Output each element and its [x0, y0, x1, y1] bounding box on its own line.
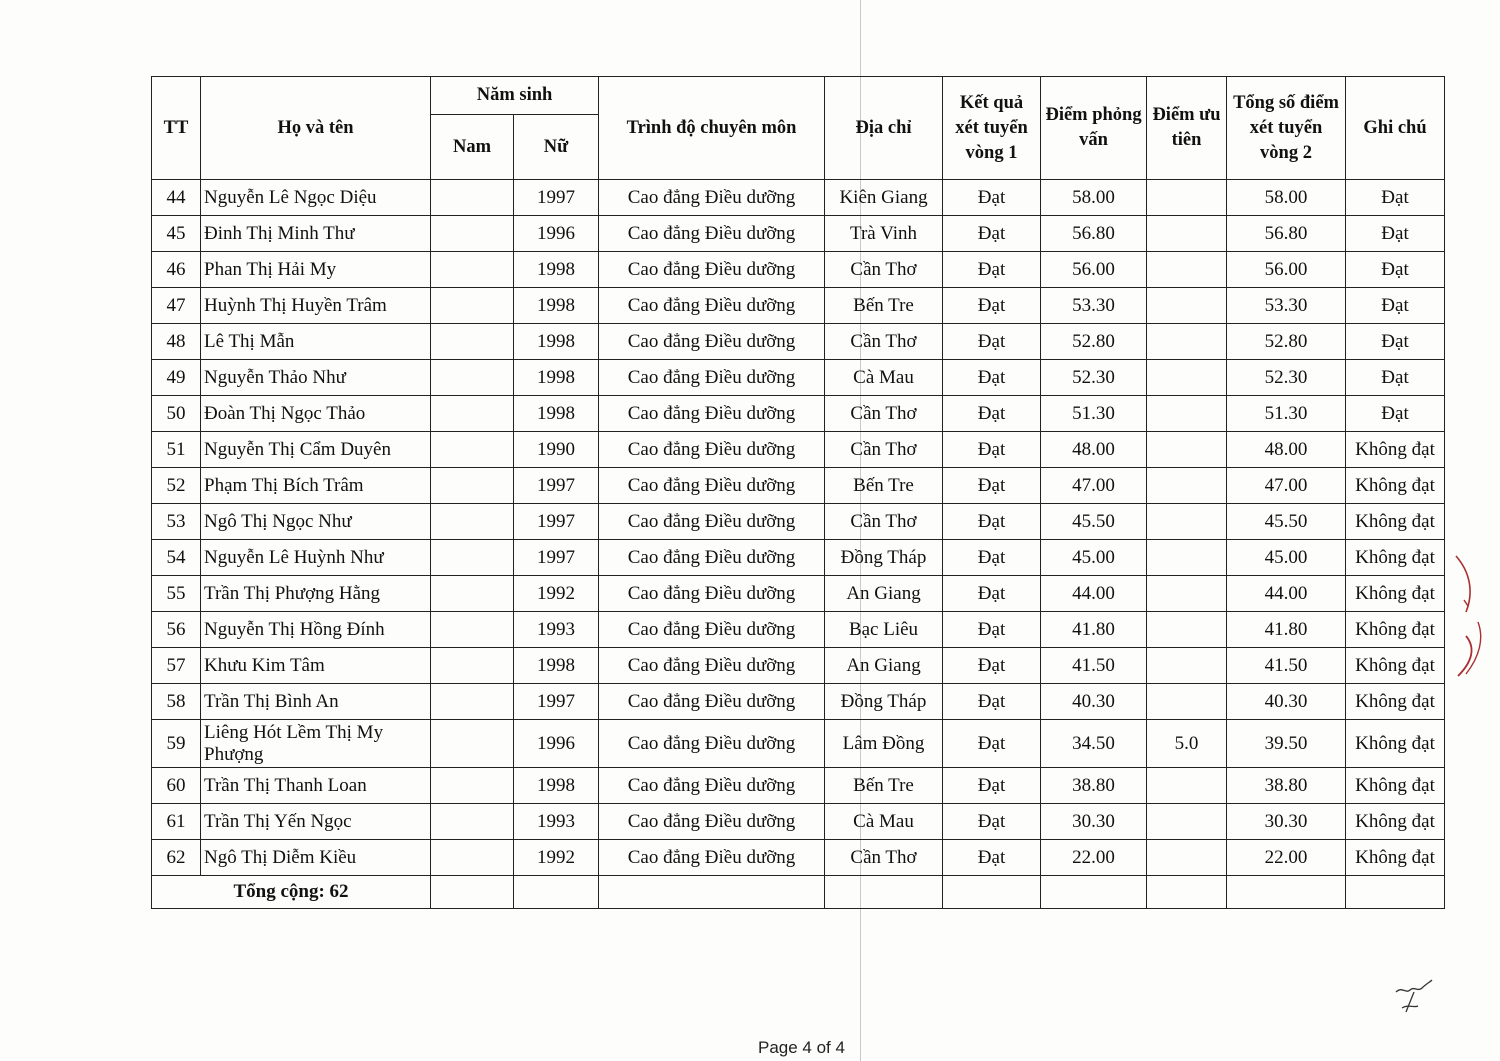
table-row	[152, 540, 1445, 576]
cell-tt: 57	[152, 648, 201, 684]
cell-priority-score	[1147, 252, 1227, 288]
cell-interview-score: 52.80	[1041, 324, 1147, 360]
cell-tt: 44	[152, 180, 201, 216]
total-cell	[1147, 876, 1227, 909]
cell-birth-female: 1997	[514, 540, 599, 576]
cell-tt: 49	[152, 360, 201, 396]
col-qualification-header: Trình độ chuyên môn	[599, 77, 825, 180]
cell-address: Cần Thơ	[825, 504, 943, 540]
cell-total-score: 47.00	[1227, 468, 1346, 504]
cell-tt: 45	[152, 216, 201, 252]
cell-tt: 48	[152, 324, 201, 360]
cell-address: An Giang	[825, 576, 943, 612]
cell-round1-result: Đạt	[943, 540, 1041, 576]
cell-round1-result: Đạt	[943, 684, 1041, 720]
cell-name: Nguyễn Thảo Như	[201, 360, 431, 396]
cell-interview-score: 56.00	[1041, 252, 1147, 288]
cell-birth-male	[431, 768, 514, 804]
cell-note: Không đạt	[1346, 540, 1445, 576]
col-female-header: Nữ	[514, 115, 599, 180]
cell-round1-result: Đạt	[943, 288, 1041, 324]
cell-tt: 47	[152, 288, 201, 324]
cell-round1-result: Đạt	[943, 504, 1041, 540]
cell-name: Phạm Thị Bích Trâm	[201, 468, 431, 504]
cell-round1-result: Đạt	[943, 768, 1041, 804]
cell-address: Cần Thơ	[825, 252, 943, 288]
total-cell	[825, 876, 943, 909]
table-row	[152, 216, 1445, 252]
cell-total-score: 53.30	[1227, 288, 1346, 324]
cell-tt: 50	[152, 396, 201, 432]
cell-qualification: Cao đẳng Điều dưỡng	[599, 396, 825, 432]
cell-total-score: 38.80	[1227, 768, 1346, 804]
cell-qualification: Cao đẳng Điều dưỡng	[599, 648, 825, 684]
cell-round1-result: Đạt	[943, 396, 1041, 432]
cell-name: Ngô Thị Diễm Kiều	[201, 840, 431, 876]
col-interview-header: Điểm phỏng vấn	[1041, 77, 1147, 180]
cell-note: Đạt	[1346, 360, 1445, 396]
cell-name: Khưu Kim Tâm	[201, 648, 431, 684]
cell-total-score: 52.30	[1227, 360, 1346, 396]
cell-qualification: Cao đẳng Điều dưỡng	[599, 324, 825, 360]
cell-name: Lê Thị Mẫn	[201, 324, 431, 360]
cell-address: Đồng Tháp	[825, 684, 943, 720]
cell-qualification: Cao đẳng Điều dưỡng	[599, 252, 825, 288]
cell-birth-male	[431, 540, 514, 576]
col-note-header: Ghi chú	[1346, 77, 1445, 180]
cell-address: An Giang	[825, 648, 943, 684]
cell-birth-male	[431, 504, 514, 540]
cell-tt: 56	[152, 612, 201, 648]
cell-birth-male	[431, 432, 514, 468]
cell-interview-score: 22.00	[1041, 840, 1147, 876]
cell-address: Cần Thơ	[825, 396, 943, 432]
cell-total-score: 52.80	[1227, 324, 1346, 360]
cell-note: Không đạt	[1346, 504, 1445, 540]
cell-priority-score	[1147, 804, 1227, 840]
cell-name: Liêng Hót Lềm Thị My Phượng	[201, 720, 431, 768]
cell-round1-result: Đạt	[943, 324, 1041, 360]
cell-tt: 54	[152, 540, 201, 576]
cell-name: Nguyễn Lê Ngọc Diệu	[201, 180, 431, 216]
cell-priority-score	[1147, 288, 1227, 324]
cell-birth-male	[431, 576, 514, 612]
cell-tt: 51	[152, 432, 201, 468]
cell-note: Không đạt	[1346, 468, 1445, 504]
cell-birth-female: 1997	[514, 468, 599, 504]
table-row	[152, 684, 1445, 720]
cell-note: Đạt	[1346, 216, 1445, 252]
cell-note: Không đạt	[1346, 684, 1445, 720]
table-row	[152, 612, 1445, 648]
cell-total-score: 41.80	[1227, 612, 1346, 648]
cell-address: Cần Thơ	[825, 840, 943, 876]
cell-tt: 59	[152, 720, 201, 768]
col-name-header: Họ và tên	[201, 77, 431, 180]
cell-note: Không đạt	[1346, 432, 1445, 468]
cell-birth-female: 1998	[514, 396, 599, 432]
table-row	[152, 768, 1445, 804]
cell-qualification: Cao đẳng Điều dưỡng	[599, 216, 825, 252]
cell-name: Trần Thị Bình An	[201, 684, 431, 720]
cell-address: Lâm Đồng	[825, 720, 943, 768]
cell-qualification: Cao đẳng Điều dưỡng	[599, 684, 825, 720]
cell-birth-male	[431, 612, 514, 648]
red-margin-mark	[1452, 552, 1488, 680]
table-row	[152, 432, 1445, 468]
cell-birth-male	[431, 324, 514, 360]
cell-total-score: 22.00	[1227, 840, 1346, 876]
cell-interview-score: 48.00	[1041, 432, 1147, 468]
cell-name: Huỳnh Thị Huyền Trâm	[201, 288, 431, 324]
table-row	[152, 720, 1445, 768]
cell-total-score: 30.30	[1227, 804, 1346, 840]
cell-note: Đạt	[1346, 180, 1445, 216]
cell-total-score: 56.80	[1227, 216, 1346, 252]
cell-name: Phan Thị Hải My	[201, 252, 431, 288]
cell-birth-male	[431, 804, 514, 840]
cell-note: Đạt	[1346, 396, 1445, 432]
cell-birth-female: 1990	[514, 432, 599, 468]
cell-round1-result: Đạt	[943, 252, 1041, 288]
cell-priority-score	[1147, 576, 1227, 612]
cell-address: Bến Tre	[825, 468, 943, 504]
table-row	[152, 396, 1445, 432]
cell-name: Đinh Thị Minh Thư	[201, 216, 431, 252]
cell-total-score: 41.50	[1227, 648, 1346, 684]
total-cell	[1346, 876, 1445, 909]
cell-qualification: Cao đẳng Điều dưỡng	[599, 720, 825, 768]
cell-round1-result: Đạt	[943, 360, 1041, 396]
cell-total-score: 40.30	[1227, 684, 1346, 720]
cell-birth-female: 1993	[514, 804, 599, 840]
table-row	[152, 360, 1445, 396]
table-row	[152, 288, 1445, 324]
cell-tt: 60	[152, 768, 201, 804]
cell-name: Trần Thị Yến Ngọc	[201, 804, 431, 840]
col-birth-year-header: Năm sinh	[431, 77, 599, 115]
cell-birth-male	[431, 720, 514, 768]
cell-interview-score: 30.30	[1041, 804, 1147, 840]
cell-round1-result: Đạt	[943, 804, 1041, 840]
cell-address: Cà Mau	[825, 360, 943, 396]
col-tt-header: TT	[152, 77, 201, 180]
cell-note: Không đạt	[1346, 804, 1445, 840]
cell-priority-score	[1147, 324, 1227, 360]
cell-interview-score: 53.30	[1041, 288, 1147, 324]
cell-round1-result: Đạt	[943, 576, 1041, 612]
cell-birth-female: 1998	[514, 360, 599, 396]
cell-qualification: Cao đẳng Điều dưỡng	[599, 612, 825, 648]
cell-birth-female: 1997	[514, 684, 599, 720]
cell-round1-result: Đạt	[943, 216, 1041, 252]
cell-interview-score: 47.00	[1041, 468, 1147, 504]
cell-total-score: 39.50	[1227, 720, 1346, 768]
cell-note: Đạt	[1346, 324, 1445, 360]
cell-priority-score	[1147, 468, 1227, 504]
cell-interview-score: 45.50	[1041, 504, 1147, 540]
cell-birth-male	[431, 180, 514, 216]
cell-birth-female: 1996	[514, 216, 599, 252]
cell-priority-score	[1147, 360, 1227, 396]
initials-signature	[1392, 978, 1434, 1018]
total-cell	[1227, 876, 1346, 909]
cell-birth-female: 1998	[514, 252, 599, 288]
total-label: Tổng cộng: 62	[152, 876, 431, 909]
cell-priority-score	[1147, 180, 1227, 216]
cell-qualification: Cao đẳng Điều dưỡng	[599, 360, 825, 396]
cell-birth-male	[431, 396, 514, 432]
cell-tt: 61	[152, 804, 201, 840]
cell-birth-female: 1992	[514, 840, 599, 876]
cell-tt: 53	[152, 504, 201, 540]
cell-priority-score	[1147, 216, 1227, 252]
table-row	[152, 324, 1445, 360]
cell-birth-female: 1998	[514, 288, 599, 324]
total-cell	[514, 876, 599, 909]
cell-note: Không đạt	[1346, 612, 1445, 648]
cell-priority-score	[1147, 840, 1227, 876]
cell-qualification: Cao đẳng Điều dưỡng	[599, 180, 825, 216]
cell-interview-score: 41.50	[1041, 648, 1147, 684]
cell-priority-score	[1147, 612, 1227, 648]
cell-name: Trần Thị Phượng Hằng	[201, 576, 431, 612]
cell-priority-score	[1147, 684, 1227, 720]
cell-name: Ngô Thị Ngọc Như	[201, 504, 431, 540]
cell-priority-score: 5.0	[1147, 720, 1227, 768]
cell-qualification: Cao đẳng Điều dưỡng	[599, 504, 825, 540]
cell-name: Đoàn Thị Ngọc Thảo	[201, 396, 431, 432]
cell-birth-male	[431, 840, 514, 876]
cell-address: Kiên Giang	[825, 180, 943, 216]
cell-total-score: 48.00	[1227, 432, 1346, 468]
cell-qualification: Cao đẳng Điều dưỡng	[599, 432, 825, 468]
cell-address: Đồng Tháp	[825, 540, 943, 576]
total-row	[152, 876, 1445, 909]
total-cell	[943, 876, 1041, 909]
cell-round1-result: Đạt	[943, 720, 1041, 768]
cell-total-score: 45.00	[1227, 540, 1346, 576]
cell-interview-score: 44.00	[1041, 576, 1147, 612]
cell-interview-score: 40.30	[1041, 684, 1147, 720]
table-row	[152, 468, 1445, 504]
cell-tt: 62	[152, 840, 201, 876]
table-row	[152, 180, 1445, 216]
cell-round1-result: Đạt	[943, 468, 1041, 504]
cell-birth-female: 1997	[514, 180, 599, 216]
cell-address: Cần Thơ	[825, 432, 943, 468]
cell-qualification: Cao đẳng Điều dưỡng	[599, 468, 825, 504]
cell-birth-female: 1998	[514, 324, 599, 360]
table-row	[152, 576, 1445, 612]
cell-name: Nguyễn Thị Cẩm Duyên	[201, 432, 431, 468]
cell-qualification: Cao đẳng Điều dưỡng	[599, 768, 825, 804]
cell-interview-score: 45.00	[1041, 540, 1147, 576]
cell-qualification: Cao đẳng Điều dưỡng	[599, 576, 825, 612]
cell-birth-male	[431, 360, 514, 396]
cell-birth-female: 1998	[514, 648, 599, 684]
cell-round1-result: Đạt	[943, 432, 1041, 468]
col-address-header: Địa chỉ	[825, 77, 943, 180]
cell-total-score: 58.00	[1227, 180, 1346, 216]
cell-qualification: Cao đẳng Điều dưỡng	[599, 288, 825, 324]
cell-name: Trần Thị Thanh Loan	[201, 768, 431, 804]
cell-qualification: Cao đẳng Điều dưỡng	[599, 840, 825, 876]
cell-interview-score: 41.80	[1041, 612, 1147, 648]
cell-birth-male	[431, 252, 514, 288]
table-row	[152, 804, 1445, 840]
col-priority-header: Điểm ưu tiên	[1147, 77, 1227, 180]
cell-birth-male	[431, 684, 514, 720]
cell-interview-score: 56.80	[1041, 216, 1147, 252]
cell-name: Nguyễn Lê Huỳnh Như	[201, 540, 431, 576]
cell-tt: 52	[152, 468, 201, 504]
cell-address: Trà Vinh	[825, 216, 943, 252]
cell-birth-female: 1993	[514, 612, 599, 648]
cell-note: Không đạt	[1346, 648, 1445, 684]
cell-priority-score	[1147, 648, 1227, 684]
table-row	[152, 252, 1445, 288]
cell-note: Đạt	[1346, 288, 1445, 324]
cell-tt: 46	[152, 252, 201, 288]
cell-note: Không đạt	[1346, 720, 1445, 768]
page-number: Page 4 of 4	[758, 1038, 845, 1057]
total-cell	[1041, 876, 1147, 909]
cell-birth-male	[431, 468, 514, 504]
cell-round1-result: Đạt	[943, 180, 1041, 216]
cell-priority-score	[1147, 504, 1227, 540]
table-row	[152, 648, 1445, 684]
total-cell	[431, 876, 514, 909]
col-total-header: Tổng số điểm xét tuyển vòng 2	[1227, 77, 1346, 180]
cell-note: Không đạt	[1346, 768, 1445, 804]
cell-address: Cà Mau	[825, 804, 943, 840]
cell-note: Không đạt	[1346, 576, 1445, 612]
cell-birth-male	[431, 216, 514, 252]
cell-qualification: Cao đẳng Điều dưỡng	[599, 804, 825, 840]
cell-birth-female: 1992	[514, 576, 599, 612]
cell-note: Không đạt	[1346, 840, 1445, 876]
col-male-header: Nam	[431, 115, 514, 180]
cell-address: Bạc Liêu	[825, 612, 943, 648]
cell-total-score: 56.00	[1227, 252, 1346, 288]
cell-qualification: Cao đẳng Điều dưỡng	[599, 540, 825, 576]
cell-total-score: 45.50	[1227, 504, 1346, 540]
cell-address: Bến Tre	[825, 288, 943, 324]
total-cell	[599, 876, 825, 909]
cell-birth-female: 1997	[514, 504, 599, 540]
cell-note: Đạt	[1346, 252, 1445, 288]
cell-round1-result: Đạt	[943, 648, 1041, 684]
cell-priority-score	[1147, 540, 1227, 576]
cell-birth-male	[431, 288, 514, 324]
cell-priority-score	[1147, 432, 1227, 468]
cell-interview-score: 38.80	[1041, 768, 1147, 804]
cell-interview-score: 34.50	[1041, 720, 1147, 768]
table-header	[152, 77, 1445, 180]
cell-interview-score: 52.30	[1041, 360, 1147, 396]
cell-round1-result: Đạt	[943, 840, 1041, 876]
cell-birth-female: 1998	[514, 768, 599, 804]
cell-round1-result: Đạt	[943, 612, 1041, 648]
cell-total-score: 44.00	[1227, 576, 1346, 612]
table-row	[152, 504, 1445, 540]
cell-interview-score: 58.00	[1041, 180, 1147, 216]
cell-priority-score	[1147, 396, 1227, 432]
table-row	[152, 840, 1445, 876]
cell-address: Cần Thơ	[825, 324, 943, 360]
col-round1-header: Kết quả xét tuyển vòng 1	[943, 77, 1041, 180]
cell-tt: 58	[152, 684, 201, 720]
cell-total-score: 51.30	[1227, 396, 1346, 432]
cell-address: Bến Tre	[825, 768, 943, 804]
table-body	[152, 180, 1445, 909]
cell-priority-score	[1147, 768, 1227, 804]
results-table	[151, 76, 1445, 909]
cell-name: Nguyễn Thị Hồng Đính	[201, 612, 431, 648]
cell-interview-score: 51.30	[1041, 396, 1147, 432]
cell-birth-female: 1996	[514, 720, 599, 768]
cell-tt: 55	[152, 576, 201, 612]
cell-birth-male	[431, 648, 514, 684]
